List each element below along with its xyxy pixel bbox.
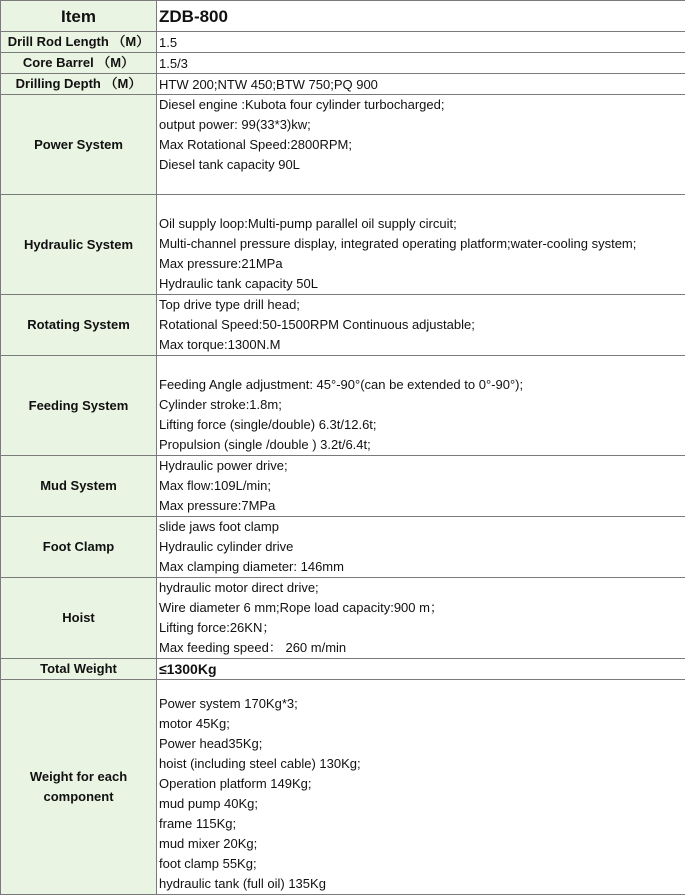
mud-system-line: Hydraulic power drive;	[159, 456, 685, 476]
feeding-system-line: Propulsion (single /double ) 3.2t/6.4t;	[159, 435, 685, 455]
table-row-hoist	[1, 578, 685, 659]
feeding-system-line: Lifting force (single/double) 6.3t/12.6t;	[159, 415, 685, 435]
header-model-cell: ZDB-800	[157, 1, 685, 32]
component-weight-line: Power system 170Kg*3;	[159, 694, 685, 714]
mud-system-line: Max pressure:7MPa	[159, 496, 685, 516]
header-row	[1, 1, 685, 32]
foot-clamp-line: slide jaws foot clamp	[159, 517, 685, 537]
table-row-core-barrel	[1, 53, 685, 74]
hydraulic-system-value	[157, 195, 685, 295]
foot-clamp-line: Max clamping diameter: 146mm	[159, 557, 685, 577]
power-system-line: Max Rotational Speed:2800RPM;	[159, 135, 685, 155]
power-system-value	[157, 95, 685, 195]
power-system-line: output power: 99(33*3)kw;	[159, 115, 685, 135]
component-weight-line: frame 115Kg;	[159, 814, 685, 834]
component-weight-label-line-2: component	[1, 787, 156, 807]
table-row-drilling-depth	[1, 74, 685, 95]
feeding-system-value	[157, 356, 685, 456]
table-row-foot-clamp	[1, 517, 685, 578]
power-system-line: Diesel tank capacity 90L	[159, 155, 685, 175]
component-weight-line: mud pump 40Kg;	[159, 794, 685, 814]
component-weight-line: Power head35Kg;	[159, 734, 685, 754]
component-weight-label	[1, 680, 157, 895]
hoist-line: Lifting force:26KN；	[159, 618, 685, 638]
total-weight-value: ≤1300Kg	[157, 659, 685, 680]
table-row-rotating-system	[1, 295, 685, 356]
table-row-mud-system	[1, 456, 685, 517]
hoist-line: Max feeding speed： 260 m/min	[159, 638, 685, 658]
foot-clamp-value	[157, 517, 685, 578]
hoist-value	[157, 578, 685, 659]
hydraulic-system-line: Max pressure:21MPa	[159, 254, 685, 274]
table-row-total-weight	[1, 659, 685, 680]
drilling-depth-value: HTW 200;NTW 450;BTW 750;PQ 900	[157, 74, 685, 95]
rotating-system-value	[157, 295, 685, 356]
feeding-system-line: Feeding Angle adjustment: 45°-90°(can be extended to 0°-90°);	[159, 375, 685, 395]
rotating-system-label: Rotating System	[1, 295, 157, 356]
table-row-feeding-system	[1, 356, 685, 456]
feeding-system-label: Feeding System	[1, 356, 157, 456]
power-system-line: Diesel engine :Kubota four cylinder turbocharged;	[159, 95, 685, 115]
hydraulic-system-label: Hydraulic System	[1, 195, 157, 295]
mud-system-label: Mud System	[1, 456, 157, 517]
table-row-hydraulic-system	[1, 195, 685, 295]
mud-system-value	[157, 456, 685, 517]
component-weight-label-line-1: Weight for each	[1, 767, 156, 787]
rotating-system-line: Max torque:1300N.M	[159, 335, 685, 355]
drill-rod-label: Drill Rod Length （M）	[1, 32, 157, 53]
component-weight-line: motor 45Kg;	[159, 714, 685, 734]
mud-system-line: Max flow:109L/min;	[159, 476, 685, 496]
component-weight-line: Operation platform 149Kg;	[159, 774, 685, 794]
table-row-component-weight	[1, 680, 685, 895]
rotating-system-line: Rotational Speed:50-1500RPM Continuous adjustable;	[159, 315, 685, 335]
total-weight-label: Total Weight	[1, 659, 157, 680]
component-weight-value	[157, 680, 685, 895]
hydraulic-system-line: Hydraulic tank capacity 50L	[159, 274, 685, 294]
drilling-depth-label: Drilling Depth （M）	[1, 74, 157, 95]
core-barrel-label: Core Barrel （M）	[1, 53, 157, 74]
drill-rod-value: 1.5	[157, 32, 685, 53]
hydraulic-system-line: Multi-channel pressure display, integrated operating platform;water-cooling system;	[159, 234, 685, 254]
hoist-line: Wire diameter 6 mm;Rope load capacity:900 m；	[159, 598, 685, 618]
foot-clamp-line: Hydraulic cylinder drive	[159, 537, 685, 557]
table-row-drill-rod	[1, 32, 685, 53]
core-barrel-value: 1.5/3	[157, 53, 685, 74]
power-system-label: Power System	[1, 95, 157, 195]
header-item-cell: Item	[1, 1, 157, 32]
hydraulic-system-line: Oil supply loop:Multi-pump parallel oil supply circuit;	[159, 214, 685, 234]
component-weight-line: foot clamp 55Kg;	[159, 854, 685, 874]
rotating-system-line: Top drive type drill head;	[159, 295, 685, 315]
hoist-label: Hoist	[1, 578, 157, 659]
component-weight-line: mud mixer 20Kg;	[159, 834, 685, 854]
foot-clamp-label: Foot Clamp	[1, 517, 157, 578]
component-weight-line: hoist (including steel cable) 130Kg;	[159, 754, 685, 774]
component-weight-line: hydraulic tank (full oil) 135Kg	[159, 874, 685, 894]
hoist-line: hydraulic motor direct drive;	[159, 578, 685, 598]
feeding-system-line: Cylinder stroke:1.8m;	[159, 395, 685, 415]
table-row-power-system	[1, 95, 685, 195]
